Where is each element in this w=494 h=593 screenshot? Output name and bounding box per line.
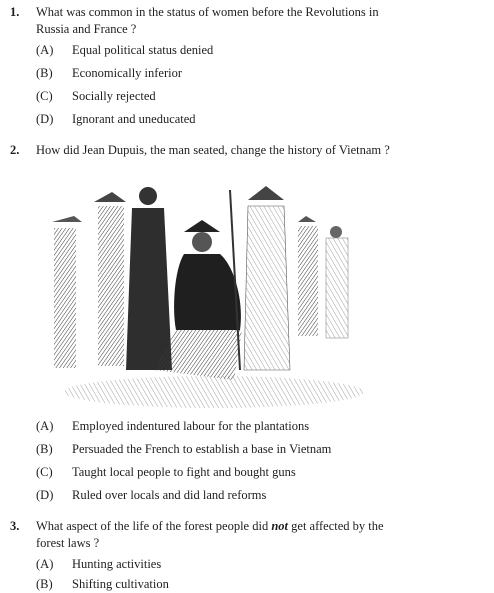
option-a[interactable] xyxy=(36,42,213,59)
option-text: Equal political status denied xyxy=(72,43,214,57)
option-a[interactable] xyxy=(36,418,309,435)
figure-head xyxy=(330,226,342,238)
figure-hat xyxy=(298,216,316,222)
figure-hat xyxy=(248,186,284,200)
option-text: Shifting cultivation xyxy=(72,577,169,591)
option-b[interactable] xyxy=(36,441,331,458)
emphasis-word: not xyxy=(271,519,289,533)
option-text: Employed indentured labour for the plantations xyxy=(72,419,310,433)
option-c[interactable] xyxy=(36,88,156,105)
option-text: Taught local people to fight and bought guns xyxy=(72,465,296,479)
option-label: (C) xyxy=(36,465,53,479)
question-text-part: get affected by the xyxy=(288,519,384,533)
option-label: (B) xyxy=(36,577,53,591)
question-text-line: forest laws ? xyxy=(36,536,100,550)
question-number: 1. xyxy=(10,5,20,19)
seated-man-hat xyxy=(184,220,220,232)
figure-left xyxy=(54,228,76,368)
option-label: (A) xyxy=(36,557,54,571)
option-text: Persuaded the French to establish a base in Vietnam xyxy=(72,442,332,456)
seated-man-head xyxy=(192,232,212,252)
figure-hat xyxy=(94,192,126,202)
option-a[interactable] xyxy=(36,556,161,573)
option-text: Hunting activities xyxy=(72,557,162,571)
historical-engraving-illustration xyxy=(44,170,364,410)
question-text xyxy=(36,4,456,38)
option-label: (A) xyxy=(36,43,54,57)
figure-spear-holder xyxy=(244,206,290,370)
figure-second xyxy=(98,206,124,366)
figure-head xyxy=(139,187,157,205)
figure-right-2 xyxy=(326,238,348,338)
option-b[interactable] xyxy=(36,65,182,82)
question-number: 3. xyxy=(10,519,20,533)
option-label: (B) xyxy=(36,66,53,80)
option-b[interactable] xyxy=(36,576,169,593)
ground-shadow xyxy=(64,376,364,408)
option-label: (B) xyxy=(36,442,53,456)
figure-hat xyxy=(52,216,82,222)
figure-tall-dark xyxy=(126,208,172,370)
option-c[interactable] xyxy=(36,464,296,481)
option-text: Ruled over locals and did land reforms xyxy=(72,488,267,502)
seated-man-coat xyxy=(174,254,241,330)
question-text: How did Jean Dupuis, the man seated, change the history of Vietnam ? xyxy=(36,143,390,157)
option-label: (C) xyxy=(36,89,53,103)
option-label: (A) xyxy=(36,419,54,433)
option-text: Socially rejected xyxy=(72,89,156,103)
question-number: 2. xyxy=(10,143,20,157)
figure-right-1 xyxy=(298,226,318,336)
option-label: (D) xyxy=(36,112,54,126)
question-text-part: What aspect of the life of the forest people did xyxy=(36,519,272,533)
question-text-line: Russia and France ? xyxy=(36,22,137,36)
option-text: Ignorant and uneducated xyxy=(72,112,196,126)
question-text-line: What was common in the status of women before the Revolutions in xyxy=(36,5,379,19)
option-text: Economically inferior xyxy=(72,66,183,80)
option-label: (D) xyxy=(36,488,54,502)
question-text-line xyxy=(36,518,456,535)
option-d[interactable] xyxy=(36,111,196,128)
question-text xyxy=(36,518,456,552)
option-d[interactable] xyxy=(36,487,266,504)
